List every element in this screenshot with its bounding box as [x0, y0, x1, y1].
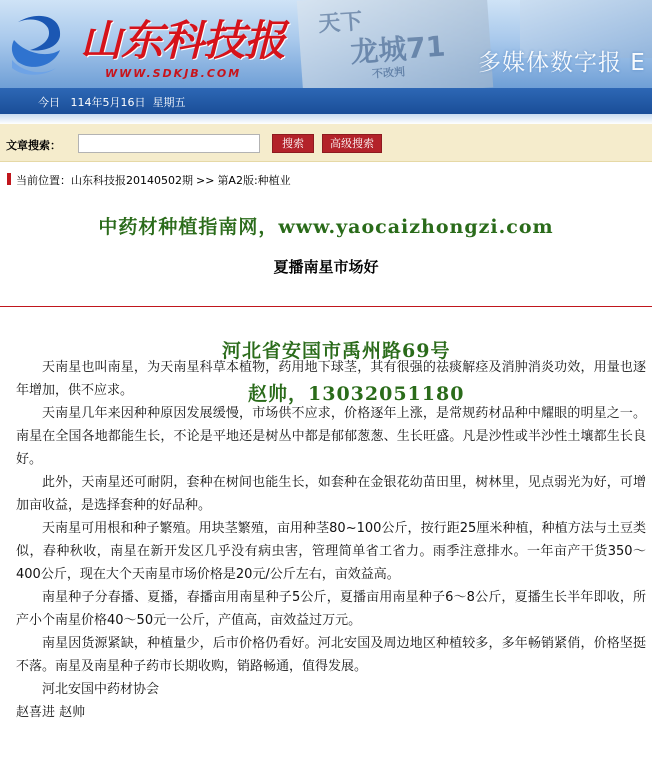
- article-paragraph: 南星种子分春播、夏播，春播亩用南星种子5公斤，夏播亩用南星种子6～8公斤，夏播生长半年即收，所产小个南星价格40～50元一公斤，产值高，亩效益过万元。: [16, 590, 646, 628]
- newspaper-collage: [297, 0, 494, 88]
- today-label: 今日: [38, 96, 60, 109]
- swirl-logo-icon: [8, 10, 66, 76]
- article-authors: 赵喜进 赵帅: [16, 705, 86, 720]
- breadcrumb-separator: >>: [196, 174, 215, 187]
- collage-text: 不改判: [371, 65, 406, 81]
- search-label: 文章搜索：: [6, 139, 61, 152]
- advanced-search-button[interactable]: 高级搜索: [322, 134, 382, 153]
- breadcrumb-issue-link[interactable]: 山东科技报20140502期: [71, 174, 193, 187]
- site-logo-url: WWW.SDKJB.COM: [105, 67, 242, 80]
- search-input[interactable]: [78, 134, 260, 153]
- header-gap: [0, 114, 652, 124]
- article-signature: 河北安国中药材协会: [42, 682, 160, 697]
- search-button[interactable]: 搜索: [272, 134, 314, 153]
- article-paragraph: 天南星可用根和种子繁殖。用块茎繁殖，亩用种茎80~100公斤，按行距25厘米种植，种植方法与土豆类似，春种秋收，南星在新开发区几乎没有病虫害，管理简单省工省力。雨季注意排水。一年亩产干货350～400公斤，现在大个天南星市场价格是20元/公斤左右，亩效益高。: [16, 521, 646, 582]
- collage-text: 天下: [317, 9, 364, 38]
- site-logo-title[interactable]: 山东科技报: [80, 16, 286, 65]
- search-bar: [0, 124, 652, 162]
- current-date: 114年5月16日: [70, 96, 146, 109]
- breadcrumb-marker: [7, 173, 11, 185]
- article-paragraph: 南星因货源紧缺，种植量少，后市价格仍看好。河北安国及周边地区种植较多，多年畅销紧俏，价格坚挺不落。南星及南星种子药市长期收购，销路畅通，值得发展。: [16, 636, 646, 674]
- weekday: 星期五: [152, 96, 186, 109]
- article-paragraph: 天南星也叫南星，为天南星科草本植物，药用地下球茎，其有很强的祛痰解痉及消肿消炎功效，用量也逐年增加，供不应求。: [16, 360, 646, 398]
- article-paragraph: 天南星几年来因种种原因发展缓慢，市场供不应求，价格逐年上涨，是常规药材品种中耀眼的明星之一。南星在全国各地都能生长，不论是平地还是树丛中都是郁郁葱葱、生长旺盛。凡是沙性或半沙性土壤都生长良好。: [16, 406, 646, 467]
- article-paragraph: 此外，天南星还可耐阴，套种在树间也能生长，如套种在金银花幼苗田里，树林里，见点弱光为好，可增加亩收益，是选择套种的好品种。: [16, 475, 646, 513]
- title-divider: [0, 306, 652, 307]
- breadcrumb: [0, 162, 652, 194]
- media-digital-label: 多媒体数字报 E: [478, 50, 646, 76]
- article-title: 夏播南星市场好: [273, 258, 379, 276]
- breadcrumb-text: [16, 172, 291, 188]
- date-bar: [0, 88, 652, 114]
- collage-text: 龙城71: [349, 29, 447, 70]
- header-banner: [0, 0, 652, 88]
- date-text: [38, 94, 186, 110]
- breadcrumb-section-link[interactable]: 第A2版:种植业: [217, 174, 291, 187]
- site-watermark: 中药材种植指南网，www.yaocaizhongzi.com: [98, 216, 554, 238]
- article-body: [16, 356, 646, 724]
- breadcrumb-label: 当前位置：: [16, 174, 71, 187]
- address-watermark: 河北省安国市禹州路69号: [222, 340, 451, 362]
- contact-watermark: 赵帅，13032051180: [248, 383, 465, 405]
